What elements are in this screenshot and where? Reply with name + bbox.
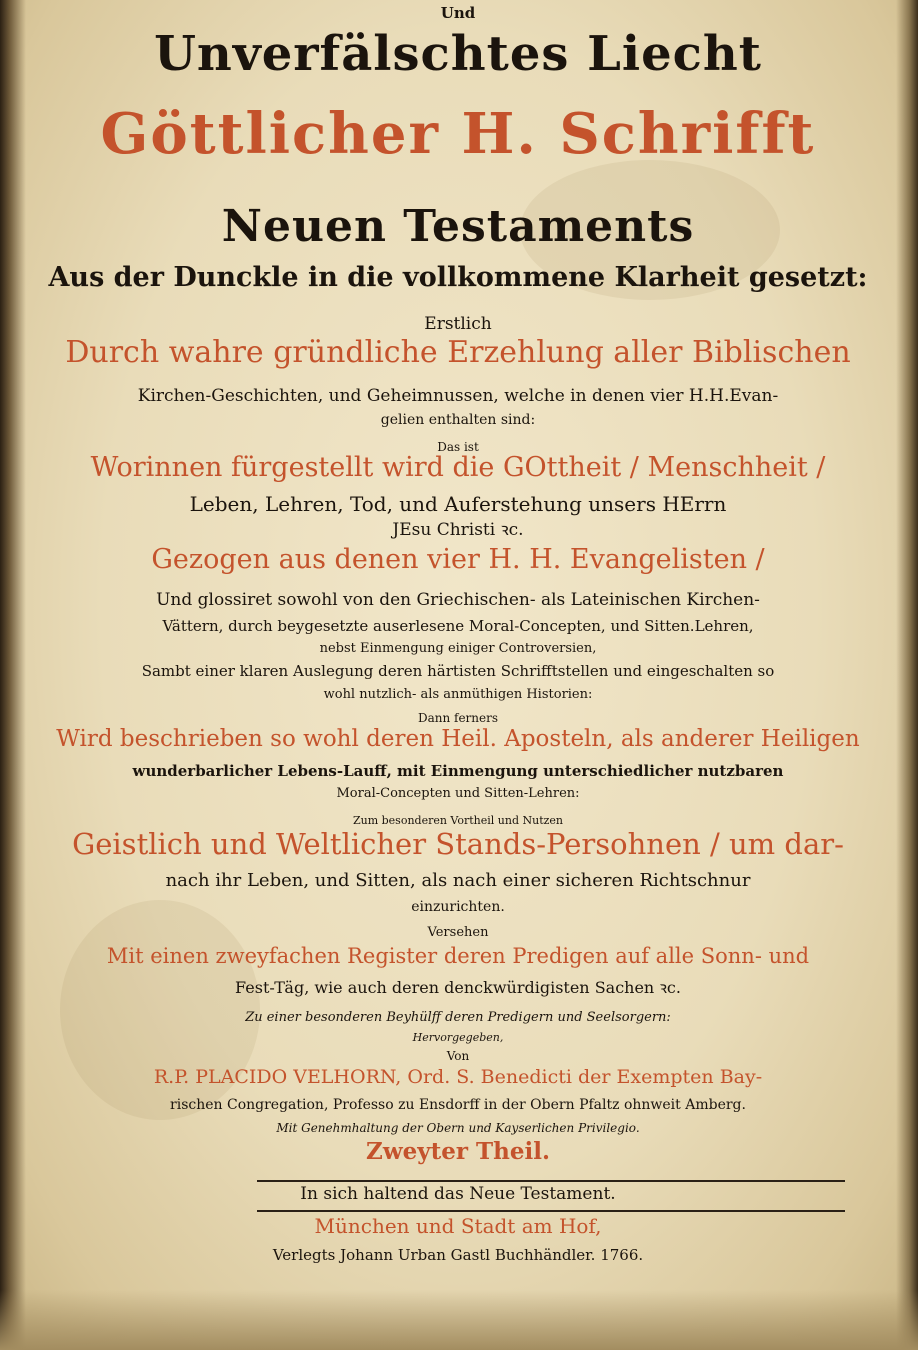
line-estates: Geistlich und Weltlicher Stands-Persohnen / um dar- — [72, 827, 844, 861]
line-divinity: Worinnen fürgestellt wird die GOttheit / Menschheit / — [90, 452, 826, 483]
author-line: R.P. PLACIDO VELHORN, Ord. S. Benedicti der Exempten Bay- — [153, 1066, 763, 1088]
line-privilege: Mit Genehmhaltung der Obern und Kayserlichen Privilegio. — [276, 1121, 640, 1135]
line-preachers: Zu einer besonderen Beyhülff deren Predigern und Seelsorgern: — [245, 1010, 671, 1025]
volume-contents: In sich haltend das Neue Testament. — [300, 1184, 616, 1204]
line-published: Hervorgegeben, — [412, 1031, 504, 1044]
subtitle-clarity: Aus der Dunckle in die vollkommene Klarheit gesetzt: — [48, 262, 868, 293]
line-interpretation: Sambt einer klaren Auslegung deren härtisten Schrifftstellen und eingeschalten so — [141, 662, 775, 680]
heading-furthermore: Dann ferners — [417, 711, 499, 725]
line-gospels: gelien enthalten sind: — [380, 412, 536, 428]
line-histories: wohl nutzlich- als anmüthigen Historien: — [323, 687, 593, 702]
imprint-publisher: Verlegts Johann Urban Gastl Buchhändler. 1766. — [272, 1246, 644, 1264]
main-title: Unverfälschtes Liecht — [154, 26, 762, 82]
heading-benefit: Zum besonderen Vortheil und Nutzen — [352, 814, 564, 827]
heading-firstly: Erstlich — [424, 314, 492, 334]
line-apostles: Wird beschrieben so wohl deren Heil. Aposteln, als anderer Heiligen — [56, 726, 860, 752]
line-feast-days: Fest-Täg, wie auch deren denckwürdigisten Sachen ꝛc. — [235, 978, 681, 997]
line-moral-concepts: Moral-Concepten und Sitten-Lehren: — [336, 786, 580, 801]
line-narration: Durch wahre gründliche Erzehlung aller Biblischen — [65, 335, 851, 370]
imprint-place: München und Stadt am Hof, — [314, 1214, 602, 1238]
main-title-red: Göttlicher H. Schrifft — [100, 101, 816, 167]
volume-label: Zweyter Theil. — [366, 1138, 550, 1165]
line-evangelists: Gezogen aus denen vier H. H. Evangelisten / — [151, 544, 765, 575]
line-glossed: Und glossiret sowohl von den Griechischen- als Lateinischen Kirchen- — [156, 590, 760, 610]
title-line-conjunction: Und — [440, 4, 476, 22]
line-christ: JEsu Christi ꝛc. — [392, 520, 524, 540]
author-affiliation: rischen Congregation, Professo zu Ensdorff in der Obern Pfaltz ohnweit Amberg. — [170, 1097, 746, 1113]
rule-bottom — [257, 1210, 845, 1212]
heading-provided: Versehen — [427, 925, 489, 940]
page-bottom-edge — [0, 1290, 918, 1350]
line-life: Leben, Lehren, Tod, und Auferstehung unsers HErrn — [189, 492, 727, 516]
line-register: Mit einen zweyfachen Register deren Predigen auf alle Sonn- und — [106, 944, 810, 968]
page-edge — [896, 0, 918, 1350]
rule-top — [257, 1180, 845, 1182]
line-arrange: einzurichten. — [411, 899, 505, 915]
line-guideline: nach ihr Leben, und Sitten, als nach einer sicheren Richtschnur — [165, 870, 751, 891]
line-controversies: nebst Einmengung einiger Controversien, — [319, 641, 597, 656]
heading-that-is: Das ist — [437, 440, 479, 454]
binding-shadow — [0, 0, 26, 1350]
line-church-history: Kirchen-Geschichten, und Geheimnussen, welche in denen vier H.H.Evan- — [137, 386, 779, 406]
line-fathers: Vättern, durch beygesetzte auserlesene Moral-Concepten, und Sitten.Lehren, — [162, 617, 754, 635]
line-by: Von — [446, 1049, 470, 1063]
line-life-course: wunderbarlicher Lebens-Lauff, mit Einmengung unterschiedlicher nutzbaren — [132, 762, 784, 780]
subtitle-testament: Neuen Testaments — [221, 201, 695, 252]
